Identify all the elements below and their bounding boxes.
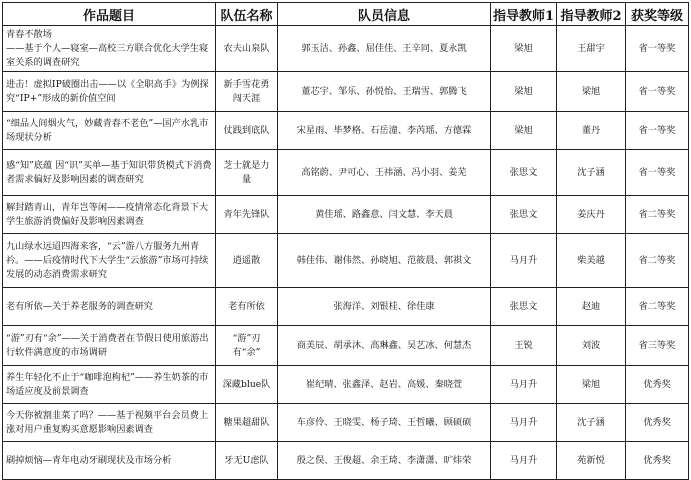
- cell-title: 刷掉烦恼—青年电动牙刷现状及市场分析: [3, 442, 216, 480]
- header-members: 队员信息: [278, 3, 491, 26]
- cell-teacher1: 张思文: [491, 288, 557, 326]
- cell-teacher1: 梁旭: [491, 112, 557, 150]
- cell-title: 青春不散场 ——基于个人—寝室—高校三方联合优化大学生寝室关系的调查研究: [3, 26, 216, 72]
- cell-award: 省一等奖: [626, 150, 689, 196]
- cell-teacher1: 梁旭: [491, 72, 557, 112]
- cell-award: 省二等奖: [626, 196, 689, 234]
- cell-team: 新手雪花勇闯天涯: [216, 72, 278, 112]
- cell-members: 殷之俣、王俊超、余王琦、李潇潇、旷炜荣: [278, 442, 491, 480]
- header-row: [3, 3, 689, 26]
- cell-team: 逍遥散: [216, 234, 278, 288]
- table-row: [3, 288, 689, 326]
- cell-members: 高铭蔚、尹可心、王祎涵、冯小羽、姜芜: [278, 150, 491, 196]
- header-award: 获奖等级: [626, 3, 689, 26]
- cell-title: “游”刃有“余”——关于消费者在节假日使用旅游出行软件满意度的市场调研: [3, 326, 216, 366]
- cell-teacher2: 刘波: [557, 326, 626, 366]
- cell-members: 韩佳伟、谢伟然、孙晓旭、范筱晨、郭祺文: [278, 234, 491, 288]
- cell-title: 进击！虚拟IP破圈出击——以《全职高手》为例探究“IP+”形成的新价值空间: [3, 72, 216, 112]
- table-row: [3, 196, 689, 234]
- cell-members: 郭玉洁、孙鑫、屈佳佳、王辛同、夏永凯: [278, 26, 491, 72]
- cell-teacher2: 赵迪: [557, 288, 626, 326]
- cell-teacher2: 王甜宇: [557, 26, 626, 72]
- cell-team: 老有所依: [216, 288, 278, 326]
- cell-members: 董芯宇、邹乐、孙悦怡、王瑞雪、郭腾飞: [278, 72, 491, 112]
- table-row: [3, 234, 689, 288]
- header-team: 队伍名称: [216, 3, 278, 26]
- cell-teacher2: 董丹: [557, 112, 626, 150]
- cell-team: “游”刃有“余”: [216, 326, 278, 366]
- cell-teacher1: 张思文: [491, 196, 557, 234]
- cell-members: 商美辰、胡承沐、高琳鑫、吴艺冰、何慧杰: [278, 326, 491, 366]
- header-teacher1: 指导教师1: [491, 3, 557, 26]
- cell-award: 省二等奖: [626, 234, 689, 288]
- awards-table: [2, 2, 689, 480]
- cell-team: 青年先锋队: [216, 196, 278, 234]
- table-row: [3, 72, 689, 112]
- cell-teacher1: 马月升: [491, 366, 557, 404]
- cell-teacher1: 马月升: [491, 404, 557, 442]
- table-row: [3, 150, 689, 196]
- table-row: [3, 442, 689, 480]
- header-title: 作品题目: [3, 3, 216, 26]
- cell-teacher1: 张思文: [491, 150, 557, 196]
- cell-teacher2: 沈子涵: [557, 404, 626, 442]
- cell-team: 仗践到底队: [216, 112, 278, 150]
- table-row: [3, 326, 689, 366]
- cell-award: 省三等奖: [626, 326, 689, 366]
- cell-members: 崔纪晴、张鑫泽、赵岩、高媛、秦晓萱: [278, 366, 491, 404]
- cell-title: 解封踏青山，青年岂等闲——疫情常态化背景下大学生旅游消费偏好及影响因素调查: [3, 196, 216, 234]
- cell-teacher2: 姜庆丹: [557, 196, 626, 234]
- table-row: [3, 26, 689, 72]
- cell-award: 省二等奖: [626, 288, 689, 326]
- cell-award: 优秀奖: [626, 442, 689, 480]
- cell-members: 车彦伶、王晓雯、杨子琦、王哲曦、顾硕硕: [278, 404, 491, 442]
- table-row: [3, 112, 689, 150]
- cell-teacher2: 梁旭: [557, 72, 626, 112]
- cell-team: 农夫山泉队: [216, 26, 278, 72]
- cell-teacher2: 苑新悦: [557, 442, 626, 480]
- cell-team: 牙无U虑队: [216, 442, 278, 480]
- cell-award: 优秀奖: [626, 404, 689, 442]
- cell-award: 省一等奖: [626, 112, 689, 150]
- table-row: [3, 404, 689, 442]
- header-teacher2: 指导教师2: [557, 3, 626, 26]
- cell-teacher2: 沈子涵: [557, 150, 626, 196]
- cell-title: “细品人间烟火气，妙藏青春不老色”—国产水乳市场现状分析: [3, 112, 216, 150]
- cell-team: 糖果超甜队: [216, 404, 278, 442]
- cell-members: 张海洋、刘银桂、徐佳康: [278, 288, 491, 326]
- cell-title: 老有所依—关于养老服务的调查研究: [3, 288, 216, 326]
- cell-teacher1: 王锐: [491, 326, 557, 366]
- cell-teacher1: 梁旭: [491, 26, 557, 72]
- cell-members: 黄佳瑶、路鑫意、闫文慧、李天晨: [278, 196, 491, 234]
- cell-teacher1: 马月升: [491, 442, 557, 480]
- cell-team: 深藏blue队: [216, 366, 278, 404]
- table-row: [3, 366, 689, 404]
- cell-title: 养生年轻化不止于“咖啡泡枸杞”——养生奶茶的市场适应度及前景调查: [3, 366, 216, 404]
- cell-teacher2: 柴美越: [557, 234, 626, 288]
- cell-award: 省一等奖: [626, 72, 689, 112]
- cell-teacher1: 马月升: [491, 234, 557, 288]
- cell-award: 省一等奖: [626, 26, 689, 72]
- cell-members: 宋星雨、毕梦格、石岳潼、李芮瑶、方德霖: [278, 112, 491, 150]
- cell-title: 感“知”底蕴 因“识”买单—基于知识带货模式下消费者需求偏好及影响因素的调查研究: [3, 150, 216, 196]
- cell-title: 九山绿水远迢四海来客，“云”游八方服务九州青衿。——后疫情时代下大学生“云旅游”市场可持续发展的动态消费需求研究: [3, 234, 216, 288]
- cell-team: 芝士就是力量: [216, 150, 278, 196]
- cell-award: 优秀奖: [626, 366, 689, 404]
- cell-teacher2: 梁旭: [557, 366, 626, 404]
- cell-title: 今天你被割韭菜了吗？——基于视频平台会员费上涨对用户重复购买意愿影响因素调查: [3, 404, 216, 442]
